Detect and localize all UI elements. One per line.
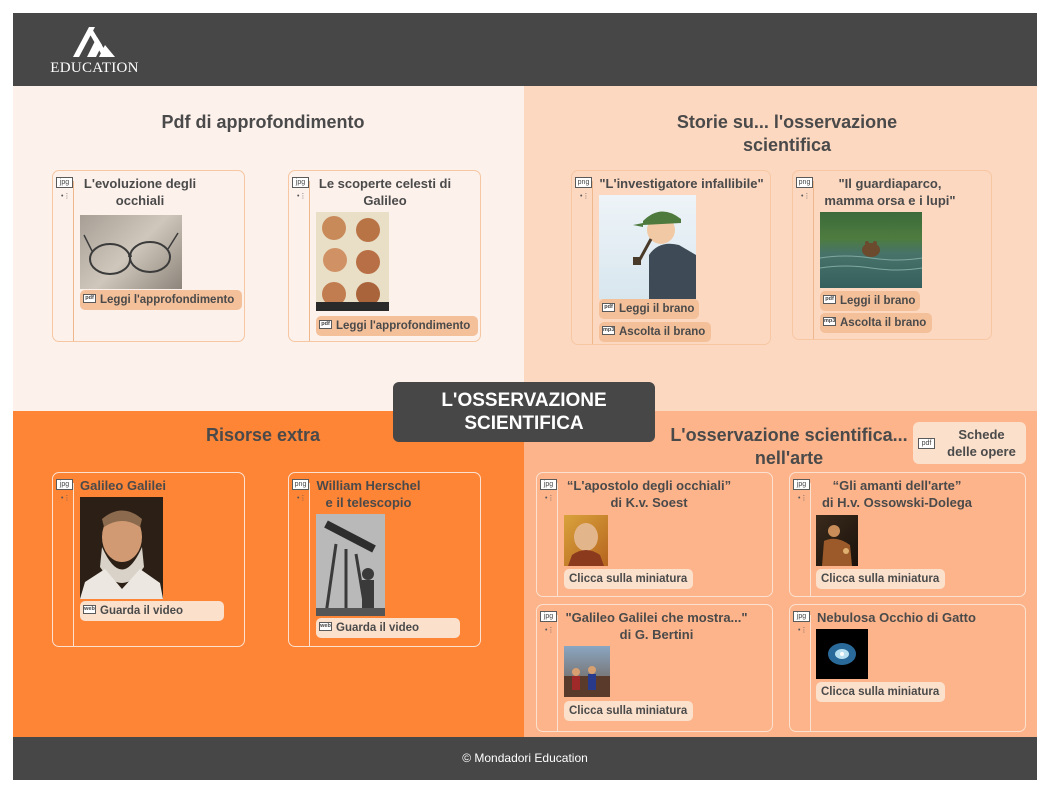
card-evoluzione-occhiali [52,170,245,342]
guarda-video-button[interactable]: web Guarda il video [80,601,224,621]
card-investigatore-infallibile [571,170,771,345]
png-file-icon[interactable]: png [575,177,592,188]
card-title: William Herschel e il telescopio [316,478,421,510]
apostolo-painting-thumbnail[interactable] [564,515,608,566]
jpg-file-icon[interactable]: jpg [793,479,810,490]
galileo-bertini-painting-thumbnail[interactable] [564,646,610,697]
card-galileo-mostra [536,604,773,732]
jpg-file-icon[interactable]: jpg [793,611,810,622]
expand-dots-icon[interactable]: •⋮ [297,193,307,200]
card-amanti-arte [789,472,1026,597]
card-title: Galileo Galilei [80,478,166,493]
jpg-file-icon[interactable]: jpg [292,177,309,188]
web-link-icon: web [320,623,331,629]
expand-dots-icon[interactable]: •⋮ [545,495,555,502]
galileo-portrait-thumbnail[interactable] [80,497,163,599]
central-topic-title[interactable]: L'OSSERVAZIONE SCIENTIFICA [393,382,655,442]
clicca-miniatura-button[interactable]: Clicca sulla miniatura [564,701,693,721]
card-title: Nebulosa Occhio di Gatto [817,610,976,625]
footer-bar [13,737,1037,780]
investigator-illustration-thumbnail[interactable] [599,195,696,299]
web-link-icon: web [84,606,95,612]
footer-copyright: © Mondadori Education [462,751,588,765]
schede-label: Schede delle opere [947,427,1016,459]
jpg-file-icon[interactable]: jpg [540,611,557,622]
card-apostolo-occhiali [536,472,773,597]
expand-dots-icon[interactable]: •⋮ [61,495,71,502]
herschel-telescope-thumbnail[interactable] [316,514,385,616]
quadrant-title: Risorse extra [205,425,321,445]
pdf-file-icon: pdf [918,438,935,449]
header-bar [13,13,1037,86]
leggi-brano-button[interactable]: pdf Leggi il brano [820,291,920,311]
mindmap-frame [13,13,1037,780]
quadrant-title: Pdf di approfondimento [161,112,365,132]
jpg-file-icon[interactable]: jpg [56,177,73,188]
quadrant-pdf-approfondimento [13,86,524,411]
mondadori-education-logo[interactable] [47,25,142,79]
galileo-moon-drawings-thumbnail[interactable] [316,212,389,311]
pdf-file-icon: pdf [83,294,96,303]
card-william-herschel [288,472,481,647]
card-title: "L'investigatore infallibile" [599,176,764,191]
quadrant-title: Storie su... l'osservazione scientifica [676,112,898,155]
leggi-approfondimento-button[interactable]: pdf Leggi l'approfondimento [316,316,478,336]
card-title: “L'apostolo degli occhiali” di K.v. Soest [566,478,732,510]
card-title: "Il guardiaparco, mamma orsa e i lupi" [824,176,956,208]
guarda-video-button[interactable]: web Guarda il video [316,618,460,638]
pdf-file-icon: pdf [602,303,615,312]
amanti-painting-thumbnail[interactable] [816,515,858,566]
quadrant-risorse-extra [13,411,524,737]
card-scoperte-galileo [288,170,481,342]
schede-opere-button[interactable] [913,422,1026,464]
card-guardiaparco [792,170,992,340]
mondadori-logo-icon [69,25,119,59]
pdf-file-icon: pdf [319,320,332,329]
pdf-file-icon: pdf [823,295,836,304]
leggi-brano-button[interactable]: pdf Leggi il brano [599,299,699,319]
ascolta-brano-button[interactable]: mp3 Ascolta il brano [820,313,932,333]
card-galileo-galilei [52,472,245,647]
expand-dots-icon[interactable]: •⋮ [801,193,811,200]
card-title: "Galileo Galilei che mostra..." di G. Bertini [565,610,748,642]
mp3-file-icon: mp3 [824,318,836,324]
logo-text: EDUCATION [50,60,139,76]
card-title: Le scoperte celesti di Galileo [318,176,452,208]
mp3-file-icon: mp3 [603,327,615,333]
expand-dots-icon[interactable]: •⋮ [297,495,307,502]
ascolta-brano-button[interactable]: mp3 Ascolta il brano [599,322,711,342]
png-file-icon[interactable]: png [796,177,813,188]
card-title: L'evoluzione degli occhiali [83,176,197,208]
glasses-thumbnail[interactable] [80,215,182,289]
expand-dots-icon[interactable]: •⋮ [798,495,808,502]
expand-dots-icon[interactable]: •⋮ [545,627,555,634]
bear-in-water-thumbnail[interactable] [820,212,922,288]
clicca-miniatura-button[interactable]: Clicca sulla miniatura [816,682,945,702]
card-title: “Gli amanti dell'arte” di H.v. Ossowski-Dolega [821,478,973,510]
nebula-thumbnail[interactable] [816,629,868,679]
jpg-file-icon[interactable]: jpg [56,479,73,490]
png-file-icon[interactable]: png [292,479,309,490]
quadrant-title: L'osservazione scientifica... nell'arte [670,425,908,468]
expand-dots-icon[interactable]: •⋮ [798,627,808,634]
clicca-miniatura-button[interactable]: Clicca sulla miniatura [816,569,945,589]
card-nebulosa-occhio-gatto [789,604,1026,732]
leggi-approfondimento-button[interactable]: pdf Leggi l'approfondimento [80,290,242,310]
jpg-file-icon[interactable]: jpg [540,479,557,490]
clicca-miniatura-button[interactable]: Clicca sulla miniatura [564,569,693,589]
expand-dots-icon[interactable]: •⋮ [580,193,590,200]
quadrant-storie-osservazione [524,86,1037,411]
expand-dots-icon[interactable]: •⋮ [61,193,71,200]
